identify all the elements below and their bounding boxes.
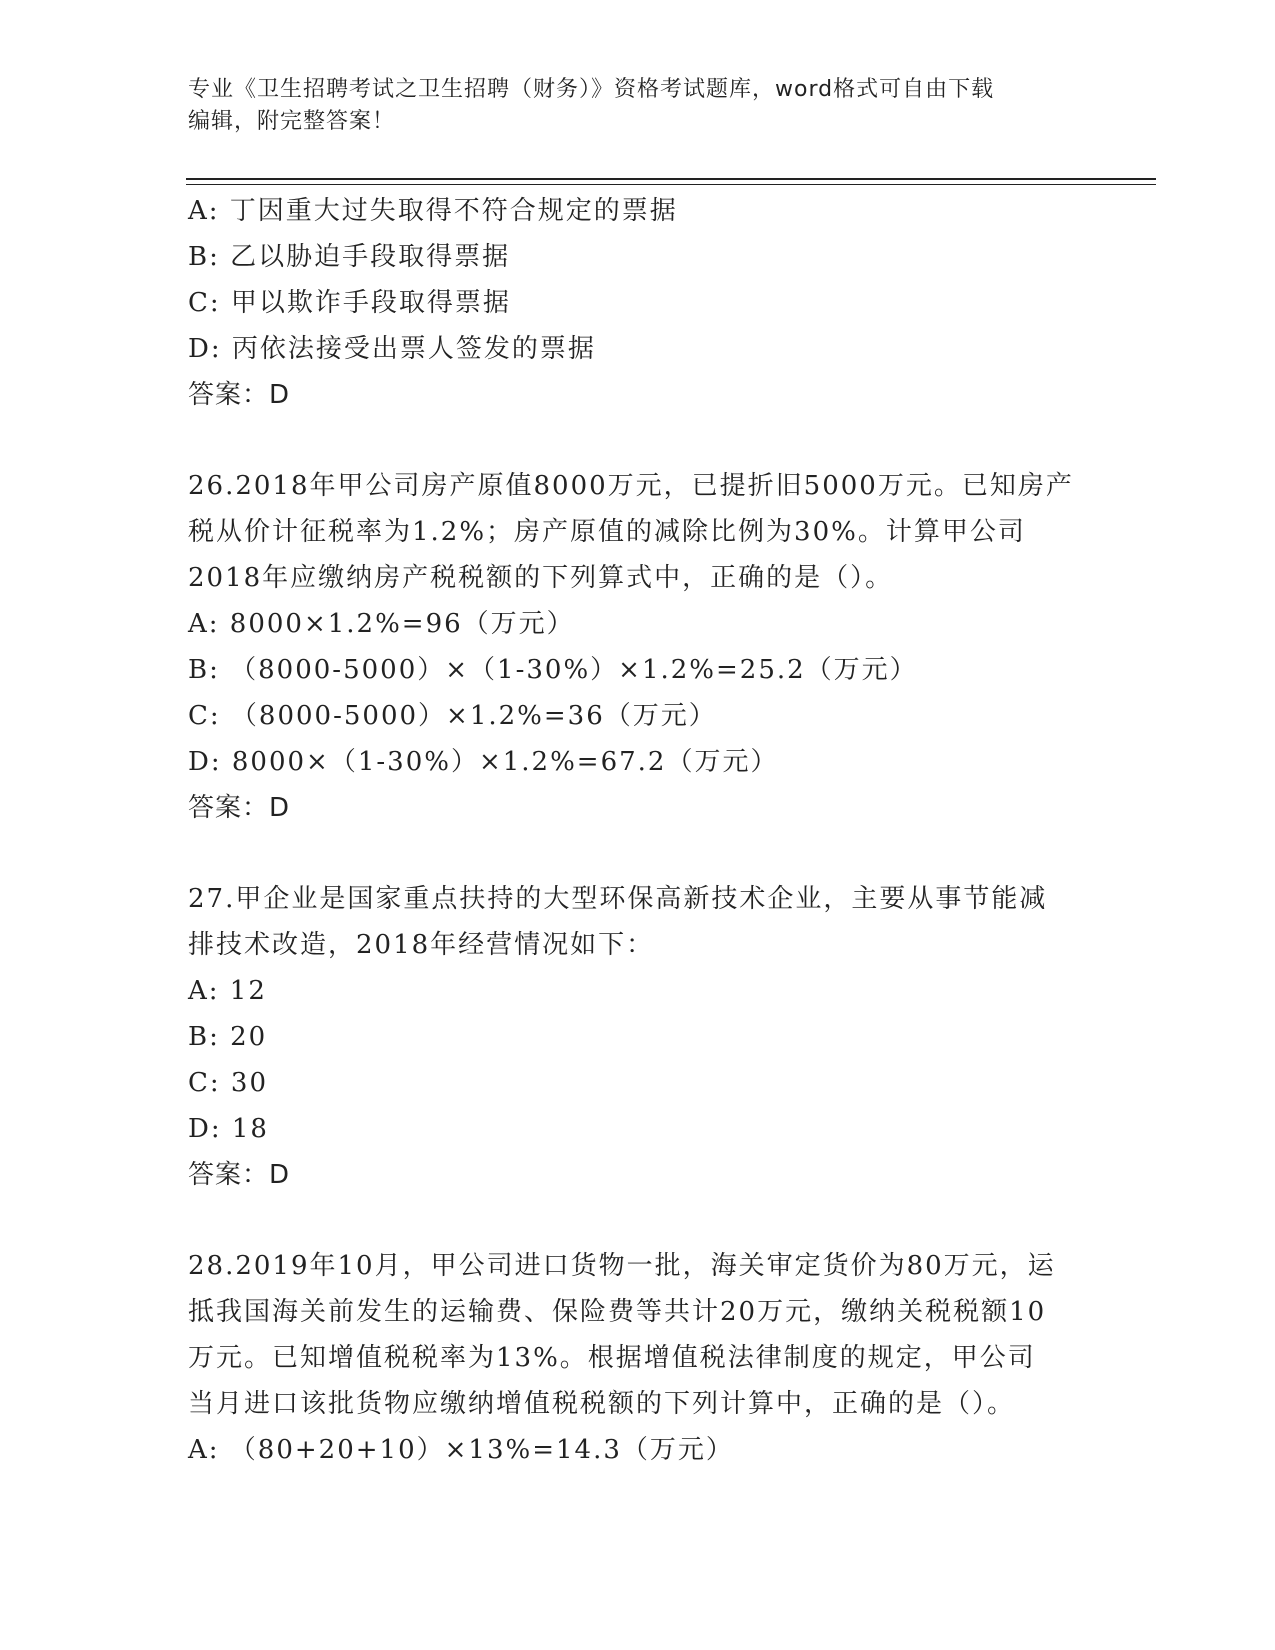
option-b: B: 20	[188, 1022, 268, 1052]
option-d: D: 丙依法接受出票人签发的票据	[188, 334, 596, 364]
question-list	[188, 188, 1088, 1473]
question-spacer	[188, 1198, 1088, 1243]
header-line: 编辑，附完整答案！	[188, 109, 396, 134]
option-c: C: （8000-5000）×1.2%=36（万元）	[188, 701, 717, 731]
page-header	[188, 74, 1068, 138]
question-26	[188, 463, 1088, 831]
answer-line: 答案：D	[188, 793, 291, 823]
question-text-line: 27.甲企业是国家重点扶持的大型环保高新技术企业，主要从事节能减	[188, 884, 1048, 914]
question-spacer	[188, 418, 1088, 463]
option-a: A: 丁因重大过失取得不符合规定的票据	[188, 196, 678, 226]
option-c: C: 30	[188, 1068, 269, 1098]
header-divider-thick	[186, 178, 1156, 180]
option-a: A: （80+20+10）×13%=14.3（万元）	[188, 1435, 734, 1465]
question-text-line: 万元。已知增值税税率为13%。根据增值税法律制度的规定，甲公司	[188, 1343, 1036, 1373]
question-text-line: 26.2018年甲公司房产原值8000万元，已提折旧5000万元。已知房产	[188, 471, 1074, 501]
question-spacer	[188, 831, 1088, 876]
question-text-line: 排技术改造，2018年经营情况如下：	[188, 930, 655, 960]
question-text-line: 当月进口该批货物应缴纳增值税税额的下列计算中，正确的是（）。	[188, 1389, 1016, 1419]
option-a: A: 8000×1.2%=96（万元）	[188, 609, 575, 639]
header-line: 专业《卫生招聘考试之卫生招聘（财务）》资格考试题库，word格式可自由下载	[188, 77, 995, 102]
question-27	[188, 876, 1088, 1198]
option-b: B: （8000-5000）×（1-30%）×1.2%=25.2（万元）	[188, 655, 918, 685]
question-text-line: 2018年应缴纳房产税税额的下列算式中，正确的是（）。	[188, 563, 894, 593]
question-text-line: 抵我国海关前发生的运输费、保险费等共计20万元，缴纳关税税额10	[188, 1297, 1047, 1327]
answer-line: 答案：D	[188, 1160, 291, 1190]
option-b: B: 乙以胁迫手段取得票据	[188, 242, 511, 272]
option-d: D: 8000×（1-30%）×1.2%=67.2（万元）	[188, 747, 779, 777]
question-25	[188, 188, 1088, 418]
answer-line: 答案：D	[188, 380, 291, 410]
option-a: A: 12	[188, 976, 267, 1006]
question-text-line: 28.2019年10月，甲公司进口货物一批，海关审定货价为80万元，运	[188, 1251, 1056, 1281]
option-c: C: 甲以欺诈手段取得票据	[188, 288, 511, 318]
question-28	[188, 1243, 1088, 1473]
header-divider-thin	[186, 184, 1156, 185]
question-text-line: 税从价计征税率为1.2%；房产原值的减除比例为30%。计算甲公司	[188, 517, 1026, 547]
option-d: D: 18	[188, 1114, 269, 1144]
